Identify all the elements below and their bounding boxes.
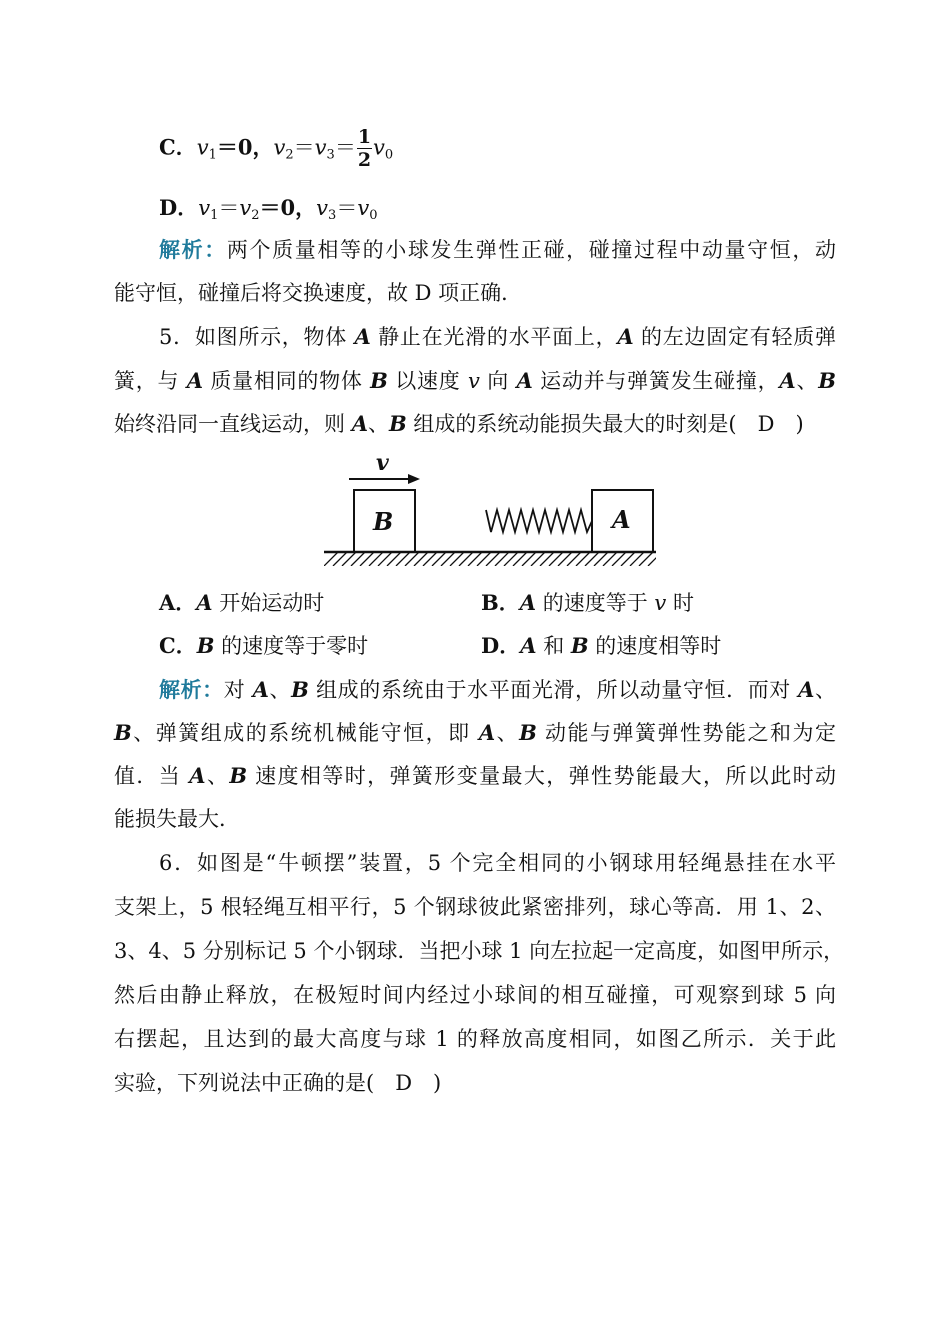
var: A	[519, 590, 537, 615]
text: 以速度	[387, 369, 468, 393]
var: B	[114, 720, 132, 745]
spring	[486, 510, 592, 532]
var: A	[516, 368, 533, 393]
text: 、	[268, 678, 292, 702]
option-text: 的速度等于	[536, 591, 655, 615]
subscript: 1	[210, 208, 219, 223]
var: A	[478, 720, 496, 745]
text: 的左边固定有轻质弹	[633, 325, 836, 349]
subscript: 0	[369, 208, 378, 223]
var: v	[314, 135, 327, 160]
text: ＝	[293, 135, 315, 160]
block-b-label: B	[373, 507, 394, 536]
var: B	[370, 368, 388, 393]
analysis5-line1	[159, 675, 836, 705]
var: A	[252, 677, 269, 702]
var: v	[373, 135, 385, 160]
var: A	[520, 633, 537, 658]
q5-line3	[114, 409, 836, 439]
var: B	[519, 720, 537, 745]
text: 、弹簧组成的系统机械能守恒，即	[131, 721, 479, 745]
analysis-label: 解析：	[159, 677, 224, 702]
velocity-label: v	[376, 450, 389, 476]
text: 值．当	[114, 764, 190, 788]
fraction-numerator: 1	[357, 126, 372, 148]
var: A	[186, 368, 203, 393]
fraction	[357, 128, 372, 170]
text: 静止在光滑的水平面上，	[370, 325, 618, 349]
block-a-label: A	[612, 505, 631, 534]
option-c-prev	[159, 128, 836, 171]
text: 对	[223, 678, 253, 702]
text: 运动并与弹簧发生碰撞，	[532, 369, 780, 393]
option-text: 开始运动时	[212, 591, 325, 615]
option-letter: C．	[159, 633, 197, 658]
text: 、	[814, 678, 837, 702]
option-text: 时	[666, 591, 694, 615]
text: 组成的系统由于水平面光滑，所以动量守恒．而对	[308, 678, 799, 702]
subscript: 2	[251, 208, 260, 223]
var: v	[239, 196, 252, 220]
text: 向	[479, 369, 517, 393]
option-text: 的速度相等时	[588, 634, 722, 658]
text: ＝	[218, 196, 240, 220]
q5-line1	[159, 322, 836, 352]
text: 速度相等时，弹簧形变量最大，弹性势能最大，所以此时动	[247, 764, 836, 788]
fraction-denominator: 2	[357, 149, 372, 171]
var: A	[189, 763, 206, 788]
var: A	[779, 368, 796, 393]
text: 动能与弹簧弹性势能之和为定	[536, 721, 836, 745]
q5-figure	[316, 448, 666, 578]
var: B	[388, 411, 407, 436]
text: 簧，与	[114, 369, 187, 393]
q5-line2	[114, 366, 836, 396]
option-letter: A．	[159, 590, 197, 615]
q6-line5: 右摆起，且达到的最大高度与球 1 的释放高度相同，如图乙所示．关于此	[114, 1027, 836, 1051]
var: v	[467, 369, 480, 393]
ground-hatch	[324, 552, 662, 566]
var: v	[654, 591, 667, 615]
subscript: 2	[285, 147, 294, 163]
text: 5．如图所示，物体	[159, 325, 355, 349]
q5-option-c	[159, 631, 368, 661]
text: ＝	[336, 196, 358, 220]
option-d-prev	[159, 193, 836, 231]
var: A	[617, 324, 634, 349]
var: A	[196, 590, 213, 615]
text: 始终沿同一直线运动，则	[114, 412, 352, 436]
var: v	[316, 196, 329, 220]
text: 质量相同的物体	[202, 369, 371, 393]
analysis5-line2	[114, 718, 836, 748]
var: B	[570, 633, 589, 658]
var: v	[273, 135, 286, 160]
velocity-arrowhead	[408, 474, 420, 484]
var: A	[354, 324, 371, 349]
option-letter: B．	[481, 590, 520, 615]
subscript: 1	[208, 147, 217, 163]
var: B	[229, 763, 248, 788]
q5-option-a	[159, 588, 324, 618]
text: ＝0，	[216, 134, 274, 160]
text: ＝0，	[259, 195, 317, 220]
option-letter: D．	[481, 633, 521, 658]
analysis-text: 两个质量相等的小球发生弹性正碰，碰撞过程中动量守恒，动	[226, 238, 837, 262]
q6-line3: 3、4、5 分别标记 5 个小钢球．当把小球 1 向左拉起一定高度，如图甲所示，	[114, 939, 845, 963]
option-text: 和	[536, 634, 571, 658]
option-letter: D．	[159, 195, 199, 220]
var: B	[818, 368, 836, 393]
text: 、	[205, 764, 230, 788]
q6-line6: 实验，下列说法中正确的是( D )	[114, 1071, 442, 1095]
q6-line2: 支架上，5 根轻绳互相平行，5 个钢球彼此紧密排列，球心等高．用 1、2、	[114, 895, 836, 919]
analysis5-line3	[114, 761, 836, 791]
q6-line1: 6．如图是“牛顿摆”装置，5 个完全相同的小钢球用轻绳悬挂在水平	[159, 851, 836, 875]
option-letter: C．	[159, 134, 197, 160]
analysis-label: 解析：	[159, 237, 227, 262]
q5-option-d	[481, 631, 721, 661]
var: B	[291, 677, 309, 702]
var: A	[798, 677, 815, 702]
text: ＝	[334, 135, 356, 160]
q6-line4: 然后由静止释放，在极短时间内经过小球间的相互碰撞，可观察到球 5 向	[114, 983, 836, 1007]
var: v	[198, 196, 211, 220]
var: v	[357, 196, 370, 220]
subscript: 3	[328, 208, 337, 223]
var: B	[196, 633, 215, 658]
analysis4-line1	[159, 235, 836, 265]
var: A	[351, 411, 368, 436]
q5-option-b	[481, 588, 694, 618]
text: 、	[795, 369, 819, 393]
text: 、	[495, 721, 520, 745]
text: 、	[367, 412, 389, 436]
text: 组成的系统动能损失最大的时刻是( D )	[406, 412, 804, 436]
var: v	[196, 135, 209, 160]
analysis5-line4: 能损失最大．	[114, 807, 240, 831]
subscript: 0	[384, 147, 394, 163]
subscript: 3	[326, 147, 335, 163]
option-text: 的速度等于零时	[214, 634, 369, 658]
analysis4-line2: 能守恒，碰撞后将交换速度，故 D 项正确．	[114, 281, 523, 305]
